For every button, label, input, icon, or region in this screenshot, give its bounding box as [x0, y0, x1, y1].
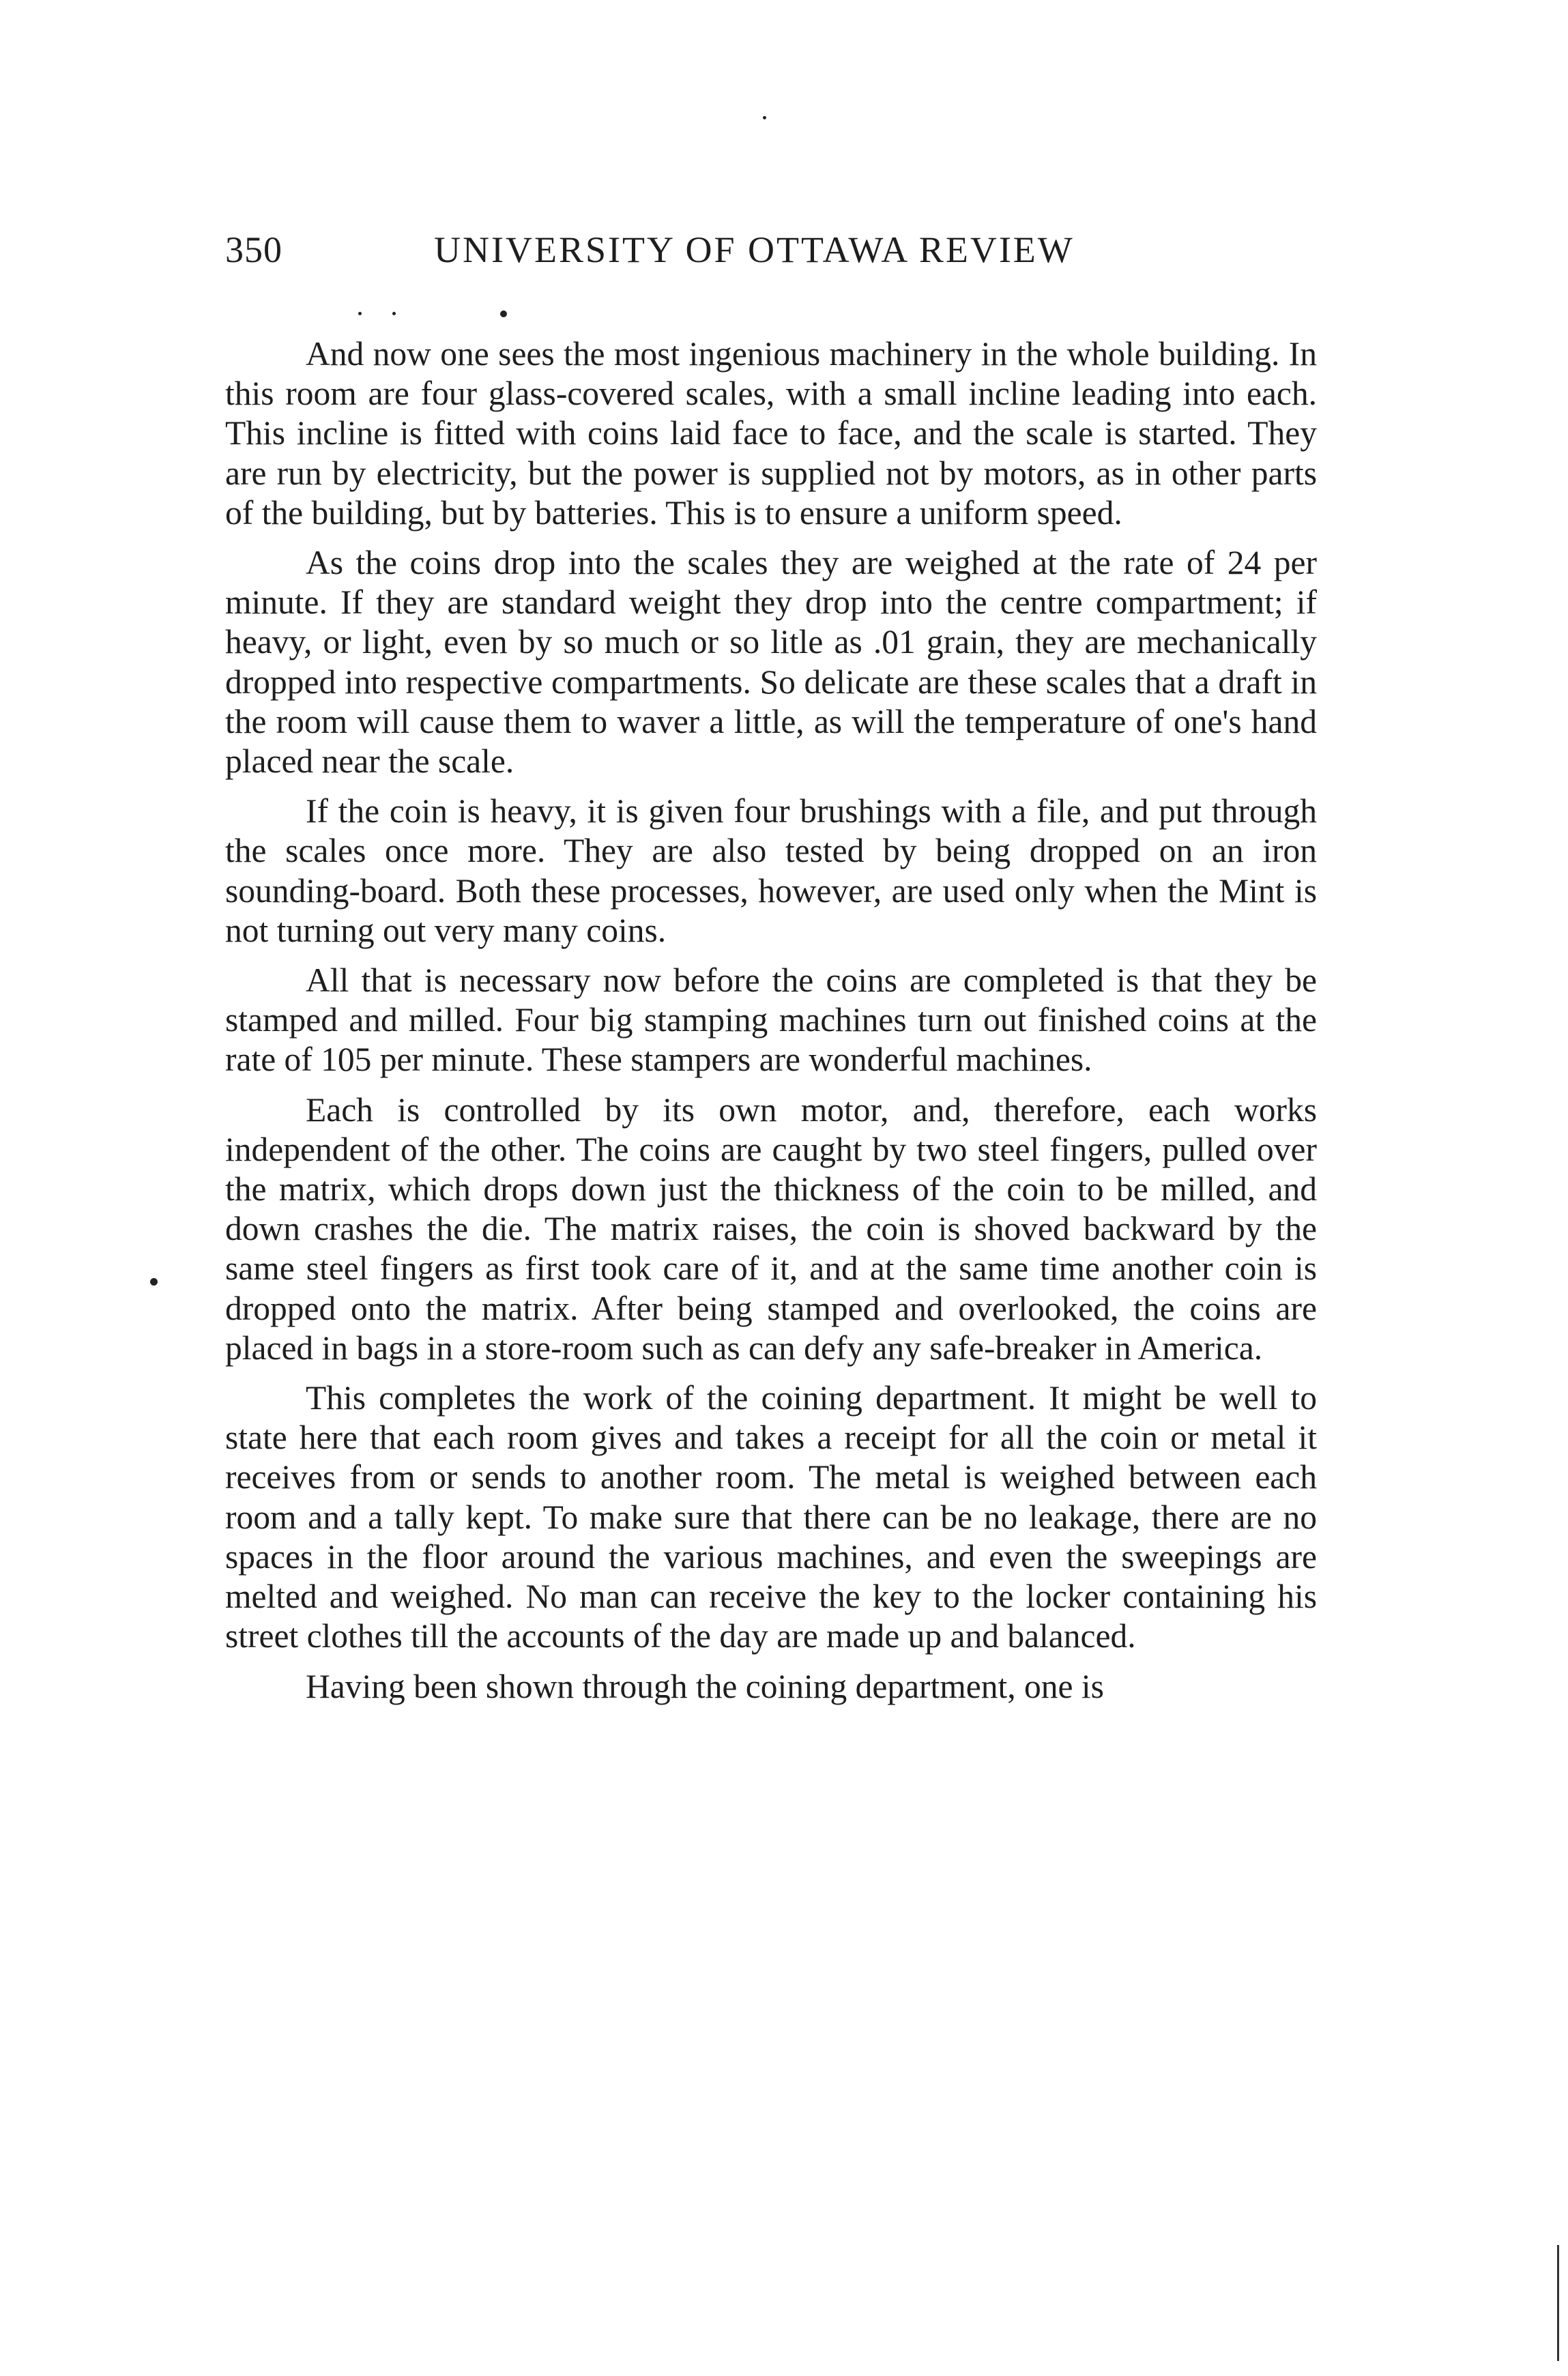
print-speck — [392, 312, 396, 315]
body-text — [225, 334, 1317, 1717]
scan-edge-mark — [1557, 2245, 1559, 2361]
paragraph: And now one sees the most ingenious machinery in the whole building. In this room are four glass-covered scales, with a small incline leading into each. This incline is fitted with coins laid face to face, and the scale is started. They are run by electricity, but the power is supplied not by motors, as in other parts of the building, but by batteries. This is to ensure a uniform speed. — [225, 335, 1317, 532]
margin-bullet — [150, 1278, 158, 1286]
paragraph: As the coins drop into the scales they are weighed at the rate of 24 per minute. If they are standard weight they drop into the centre compartment; if heavy, or light, even by so much or so litle as .01 grain, they are mechanically dropped into respective compartments. So delicate are these scales that a draft in the room will cause them to waver a little, as will the temperature of one's hand placed near the scale. — [225, 544, 1317, 781]
paragraph: Each is controlled by its own motor, and, therefore, each works independent of the other. The coins are caught by two steel fingers, pulled over the matrix, which drops down just the thickness of the coin to be milled, and down crashes the die. The matrix raises, the coin is shoved backward by the same steel fingers as first took care of it, and at the same time another coin is dropped onto the matrix. After being stamped and overlooked, the coins are placed in bags in a store-room such as can defy any safe-breaker in America. — [225, 1090, 1317, 1367]
page-number: 350 — [225, 229, 282, 270]
paragraph: Having been shown through the coining department, one is — [306, 1667, 1104, 1705]
print-speck — [500, 310, 507, 317]
paragraph: This completes the work of the coining department. It might be well to state here that each room gives and takes a receipt for all the coin or metal it receives from or sends to another room. The metal is weighed between each room and a tally kept. To make sure that there can be no leakage, there are no spaces in the floor around the various machines, and even the sweepings are melted and weighed. No man can receive the key to the locker containing his street clothes till the accounts of the day are made up and balanced. — [225, 1379, 1317, 1655]
print-speck — [358, 312, 362, 315]
paragraph: All that is necessary now before the coins are completed is that they be stamped and milled. Four big stamping machines turn out finished coins at the rate of 105 per minute. These stampers are wonderful machines. — [225, 961, 1317, 1079]
page-header — [225, 229, 1320, 283]
paragraph: If the coin is heavy, it is given four brushings with a file, and put through the scales once more. They are also tested by being dropped on an iron sounding-board. Both these processes, however, are used only when the Mint is not turning out very many coins. — [225, 792, 1317, 949]
print-speck — [763, 116, 766, 119]
running-head: UNIVERSITY OF OTTAWA REVIEW — [434, 229, 1075, 270]
